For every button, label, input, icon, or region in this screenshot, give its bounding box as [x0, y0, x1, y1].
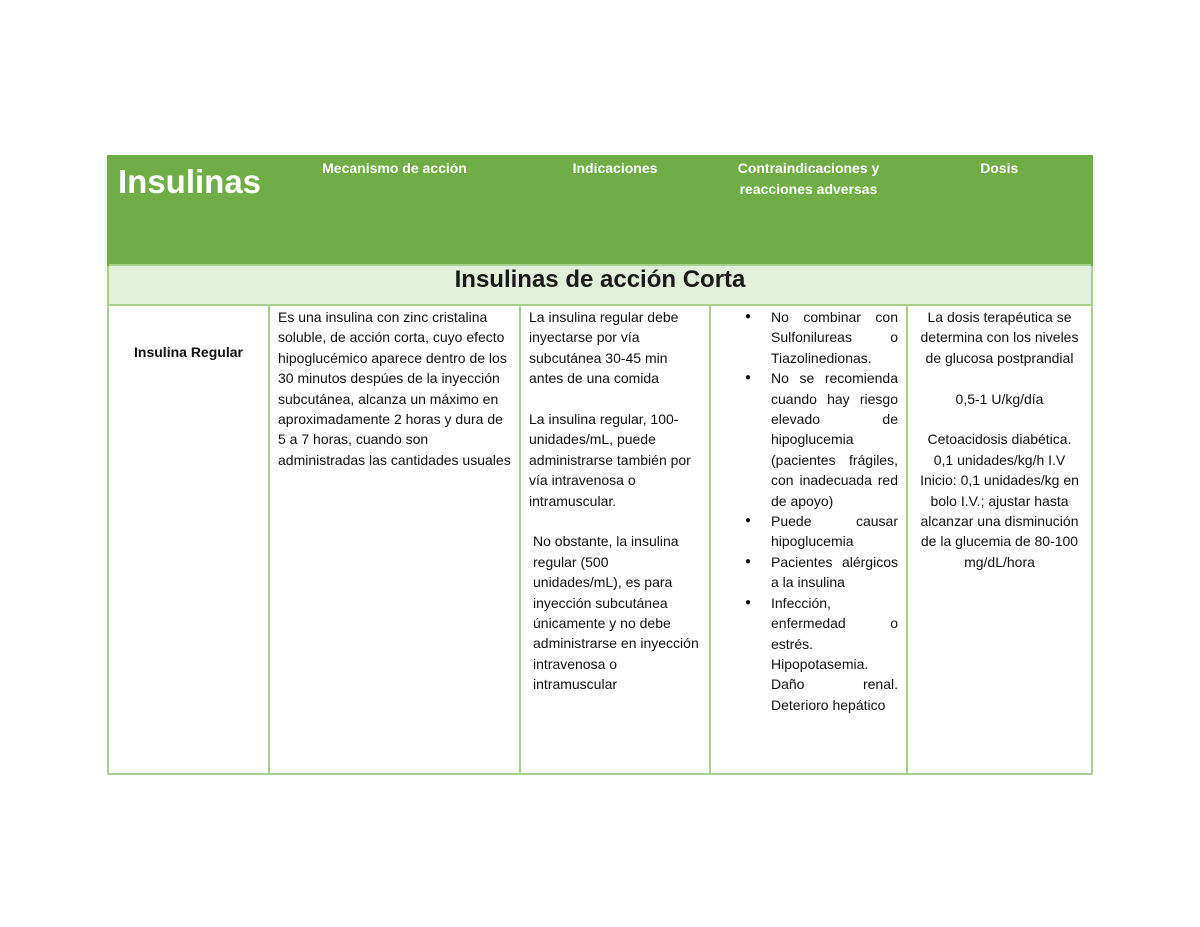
- header-row: [108, 155, 1092, 265]
- list-item: ● Pacientes alérgicos a la insulina: [711, 552, 898, 593]
- contraindicaciones-extra: [711, 654, 906, 715]
- row-name: Insulina Regular: [134, 344, 243, 361]
- list-item: ● Puede causar hipoglucemia: [711, 511, 898, 552]
- extra-line: Deterioro hepático: [771, 696, 886, 713]
- section-row: [108, 265, 1092, 305]
- contraindicaciones-cell: [710, 305, 907, 774]
- table-row: [108, 305, 1092, 774]
- extra-line: Hipopotasemia.: [771, 655, 869, 672]
- dosis-value: 0,5-1 U/kg/día: [955, 390, 1044, 407]
- mecanismo-cell: [269, 305, 520, 774]
- col-header-indicaciones: Indicaciones: [520, 155, 710, 265]
- indicaciones-paragraph: La insulina regular, 100-unidades/mL, puede administrarse también por vía intravenosa o intramuscular.: [529, 411, 691, 509]
- dosis-cell: [907, 305, 1092, 774]
- list-item: ● No combinar con Sulfonilureas o Tiazolinedionas.: [711, 307, 898, 368]
- col-header-contraindicaciones: Contraindicaciones y reacciones adversas: [710, 155, 907, 265]
- extra-line: Daño renal.: [771, 676, 898, 693]
- indicaciones-paragraph: La insulina regular debe inyectarse por vía subcutánea 30-45 min antes de una comida: [529, 309, 679, 387]
- dosis-paragraph: 0,1 unidades/kg/h I.V Inicio: 0,1 unidades/kg en bolo I.V.; ajustar hasta alcanzar una disminución de la glucemia de 80-100 mg/dL/hora: [920, 451, 1079, 570]
- indicaciones-cell: [520, 305, 710, 774]
- col-header-dosis: Dosis: [907, 155, 1092, 265]
- row-name-cell: [108, 305, 269, 774]
- section-title: Insulinas de acción Corta: [108, 265, 1092, 305]
- contraindicaciones-list: [711, 307, 906, 654]
- list-item: ● Infección, enfermedad o estrés.: [711, 593, 898, 654]
- dosis-paragraph: La dosis terapéutica se determina con los niveles de glucosa postprandial: [920, 309, 1079, 366]
- table-title: Insulinas: [108, 155, 269, 265]
- col-header-mecanismo: Mecanismo de acción: [269, 155, 520, 265]
- indicaciones-paragraph: No obstante, la insulina regular (500 unidades/mL), es para inyección subcutánea únicamente y no debe administrarse en inyección intravenosa o intramuscular: [533, 533, 699, 693]
- mecanismo-text: Es una insulina con zinc cristalina soluble, de acción corta, cuyo efecto hipoglucémico aparece dentro de los 30 minutos despúes de la inyección subcutánea, alcanza un máximo en aproximadamente 2 horas y dura de 5 a 7 horas, cuando son administradas las cantidades usuales: [278, 309, 511, 468]
- dosis-heading: Cetoacidosis diabética.: [927, 431, 1072, 448]
- insulin-table: [107, 155, 1093, 775]
- list-item: ● No se recomienda cuando hay riesgo elevado de hipoglucemia (pacientes frágiles, con inadecuada red de apoyo): [711, 368, 898, 511]
